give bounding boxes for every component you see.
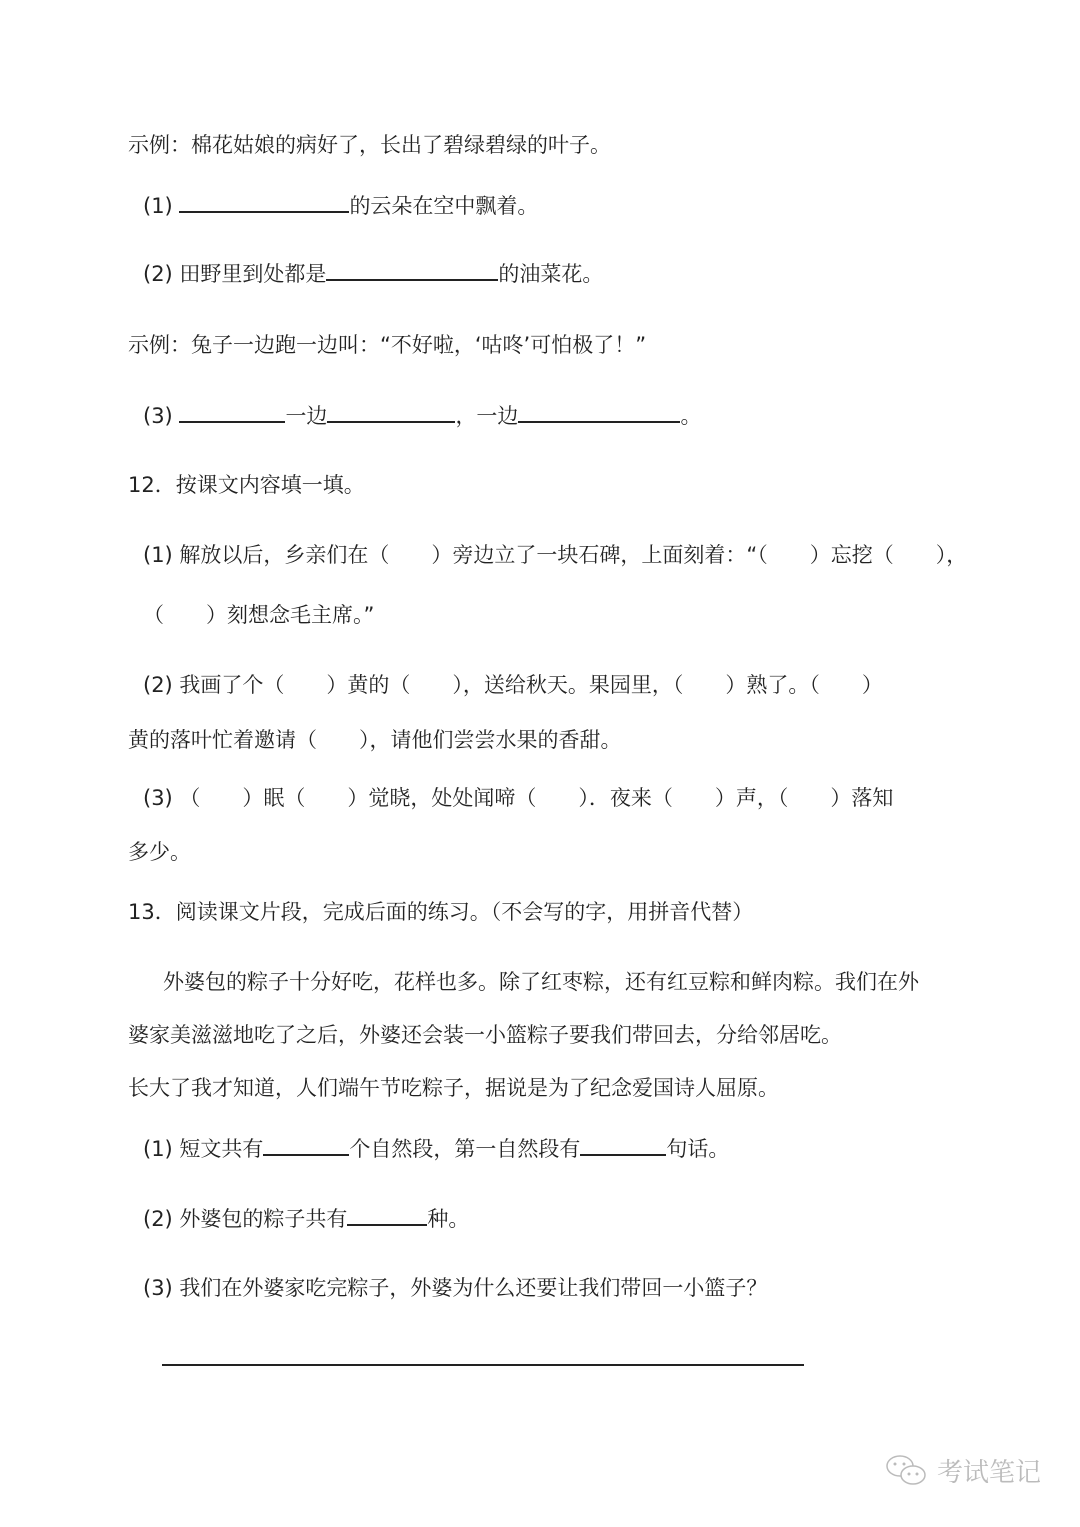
q-text: 种。 [427, 1207, 470, 1231]
q-text: ，一边 [455, 404, 519, 428]
watermark-text: 考试笔记 [937, 1458, 1042, 1488]
question-1-line [143, 191, 538, 220]
q-text: 个自然段，第一自然段有 [349, 1137, 581, 1161]
answer-line[interactable] [162, 1364, 804, 1366]
passage-line-2: 婆家美滋滋地吃了之后，外婆还会装一小篮粽子要我们带回去，分给邻居吃。 [128, 1023, 842, 1047]
q-text: 一边 [285, 404, 328, 428]
passage-line-3: 长大了我才知道，人们端午节吃粽子，据说是为了纪念爱国诗人屈原。 [128, 1076, 779, 1100]
q-text: 。 [680, 404, 702, 428]
q12-1-line-a: (1) 解放以后，乡亲们在（ ）旁边立了一块石碑，上面刻着：“（ ）忘挖（ ）， [143, 543, 968, 567]
q12-2-line-b: 黄的落叶忙着邀请（ ），请他们尝尝水果的香甜。 [128, 728, 622, 752]
fill-blank[interactable] [326, 259, 498, 281]
q-text: (2) 外婆包的粽子共有 [143, 1207, 348, 1231]
q-number: (3) [143, 404, 173, 428]
question-2-line [143, 259, 603, 288]
q13-3-line: (3) 我们在外婆家吃完粽子，外婆为什么还要让我们带回一小篮子？ [143, 1276, 768, 1300]
q12-3-line-a: (3) （ ）眠（ ）觉晓，处处闻啼（ ）．夜来（ ）声，（ ）落知 [143, 786, 894, 810]
fill-blank[interactable] [518, 401, 680, 423]
example-1: 示例：棉花姑娘的病好了，长出了碧绿碧绿的叶子。 [128, 133, 611, 157]
q-text: 的云朵在空中飘着。 [349, 194, 539, 218]
wechat-icon [885, 1453, 929, 1489]
fill-blank[interactable] [179, 191, 349, 213]
q13-1-line [143, 1134, 729, 1163]
heading-13: 13．阅读课文片段，完成后面的练习。（不会写的字，用拼音代替） [128, 900, 754, 924]
fill-blank[interactable] [263, 1134, 349, 1156]
q12-2-line-a: (2) 我画了个（ ）黄的（ ），送给秋天。果园里，（ ）熟了。（ ） [143, 673, 883, 697]
q12-3-line-b: 多少。 [128, 840, 191, 864]
q12-1-line-b: （ ）刻想念毛主席。” [143, 603, 375, 627]
q-number: (1) [143, 194, 173, 218]
watermark [885, 1452, 1041, 1489]
q-text: (2) 田野里到处都是 [143, 262, 327, 286]
fill-blank[interactable] [179, 401, 285, 423]
fill-blank[interactable] [580, 1134, 666, 1156]
q-text: 句话。 [666, 1137, 730, 1161]
passage-line-1: 外婆包的粽子十分好吃，花样也多。除了红枣粽，还有红豆粽和鲜肉粽。我们在外 [163, 970, 919, 994]
q13-2-line [143, 1204, 469, 1233]
fill-blank[interactable] [347, 1204, 427, 1226]
example-2: 示例：兔子一边跑一边叫：“不好啦，‘咕咚’可怕极了！” [128, 333, 647, 357]
question-3-line [143, 401, 701, 430]
q-text: 的油菜花。 [498, 262, 604, 286]
fill-blank[interactable] [327, 401, 455, 423]
q-text: (1) 短文共有 [143, 1137, 264, 1161]
heading-12: 12．按课文内容填一填。 [128, 473, 365, 497]
